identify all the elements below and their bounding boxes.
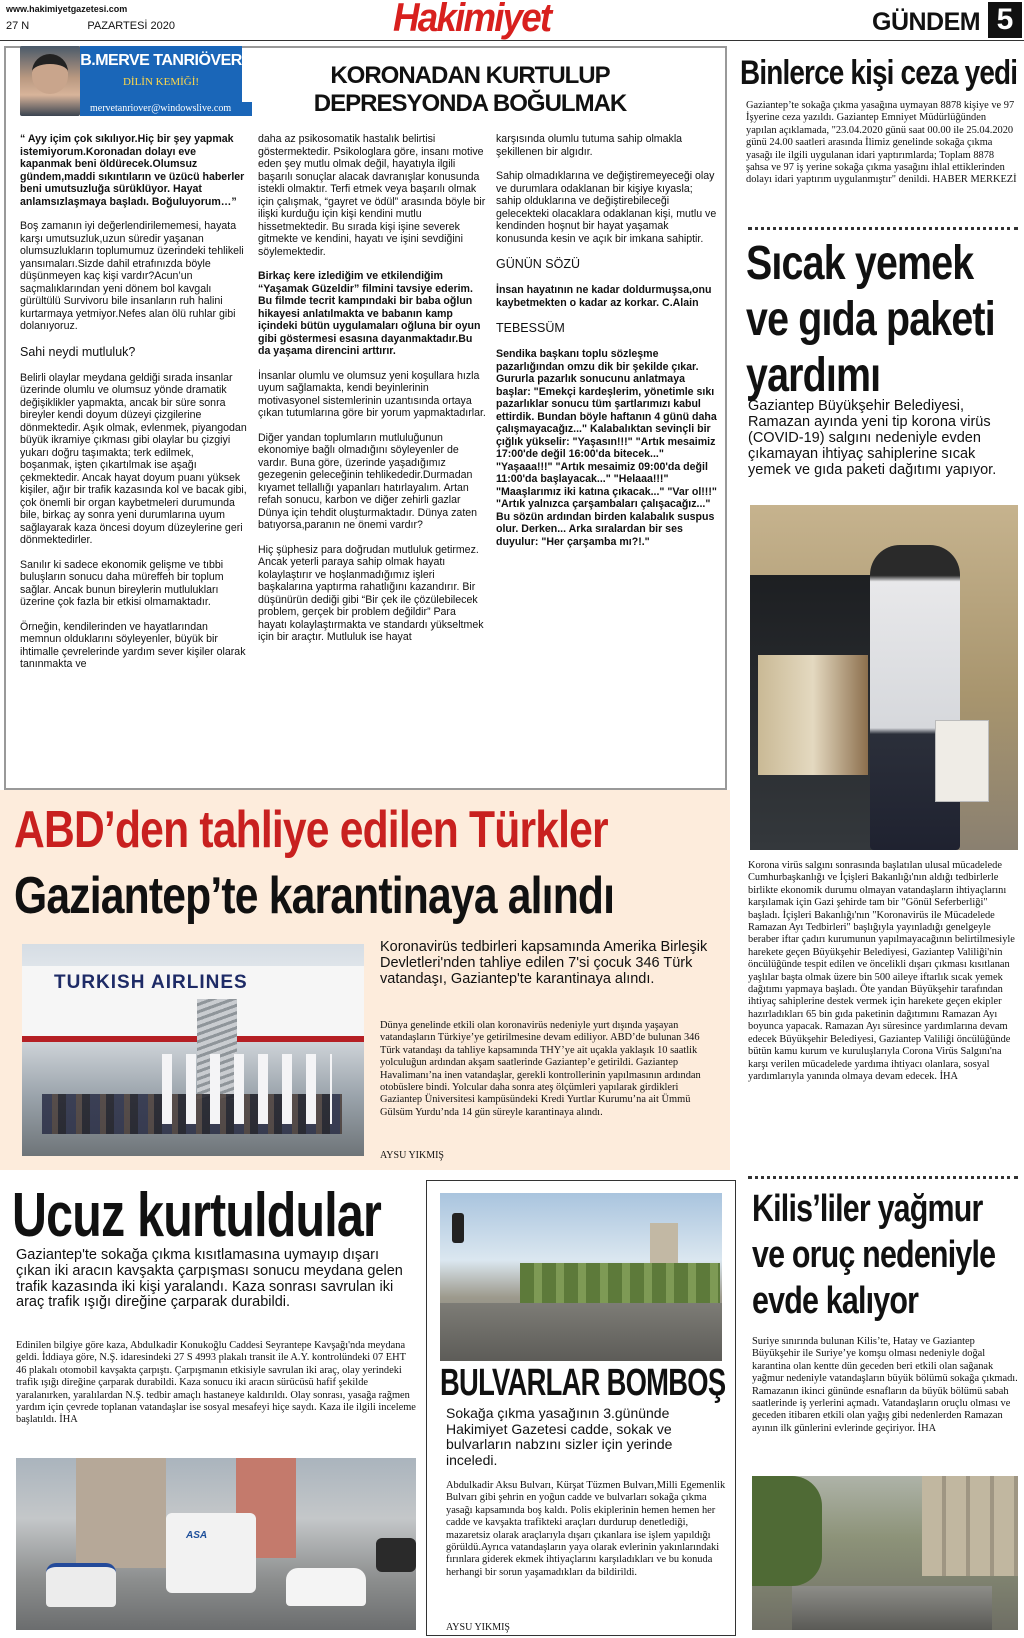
street-rain-photo [752,1476,1018,1630]
section-name: GÜNDEM [872,8,981,36]
ucuz-lead: Gaziantep'te sokağa çıkma kısıtlamasına uymayıp dışarı çıkan iki aracın kavşakta çarpışması sonucu meydana gelen trafik kazasında iki kişi yaralandı. Kaza sonrası savrulan iki araç trafik ışığı direğine çarparak durabildi. [16,1247,403,1311]
column-paragraph: daha az psikosomatik hastalık belirtisi göstermektedir. Psikologlara göre, insanı motive eden şey mutlu olmak değil, hayatıyla ilgili başarılı sonuçlar alacak davranışlar konusunda istekli olmaktır. Terfi etmek veya başarılı olmak için çalışmak, “gayret ve ödül” arasında böyle bir ilişki kurduğu için kişi kendini mutlu hissetmektedir. Bu sırada kişi işine severek gitmekte ve kendini, hayatı ve işini sevdiğini söylemektedir. [258,133,486,258]
buildings-right [922,1476,1018,1576]
food-body: Korona virüs salgını sonrasında başlatılan ulusal mücadelede Cumhurbaşkanlığı ve İçişleri Bakanlığı'nın aldığı tedbirlerle birlikte ekonomik durumu olmayan vatandaşların ihtiyaçlarını karşılamak için Gazi şehirde tam bir "Gönül Seferberliği" başladı. İçişleri Bakanlığı'nın "Koronavirüs ile Mücadelede Ramazan Ayı Tedbirleri" başlığıyla yayınladığı genelgeyle beraber iftar çadırı kurumunun yapılmayacağının belirtilmesiyle harekete geçen Büyükşehir Belediyesi, Gaziantep Valiliği'nin öncülüğünde tespit edilen ve öncelikli dışarı çıkması kısıtlanan yaşlılar başta olmak üzere bin 500 aileye iftarlık sıcak yemek dağıtımı yapmaya başladı. Öte yandan Büyükşehir tarafından ihtiyaç sahiplerine destek vermek için harekete geçen ekipler hazırladıkları 65 bin gıda paketinin dağıtımını Ramazan Ayı boyunca yapacak. Ramazan Ayı süresince yardımlarına devam edecek Büyükşehir Belediyesi, Gaziantep Valiliği öncülüğünde bütün kamu kurum ve kuruluşlarıyla Corona Virüs Salgını'na karşı verilen mücadelede yardıma ihtiyacı olanlara, sosyal yardımlarıyla yanında olmaya devam edecek. İHA [748,860,1015,1082]
column-text-1 [20,133,248,683]
ucuz-body: Edinilen bilgiye göre kaza, Abdulkadir Konukoğlu Caddesi Seyrantepe Kavşağı'nda meydana geldi. İddiaya göre, N.Ş. idaresindeki 27 S 4993 plakalı transit ile A.Y. kontrolündeki 07 EHT 46 plakalı otomobil kavşakta çarpıştı. Çarpışmanın etkisiyle savrulan iki araç, olay yerindeki trafik ışığı direğine çarparak durabildi. Kaza sonucu iki aracın sürücüsü hafif şekilde yaralanırken, yaralılardan N.Ş. tedbir amaçlı hastaneye kaldırıldı. Olay sonrası, yasağa rağmen yardım için çevrede toplanan vatandaşlar ise sosyal mesafeyi hiçe saydı. Kaza ile ilgili inceleme başlatıldı. İHA [16,1340,416,1426]
police-car [46,1563,116,1607]
columnist-email[interactable]: mervetanriover@windowslive.com [90,102,252,116]
issue-date-start: 27 N [6,20,30,32]
food-lead: Gaziantep Büyükşehir Belediyesi, Ramazan ayında yeni tip korona virüs (COVID-19) salgını nedeniyle evden çıkamayan ihtiyaç sahiplerine sıcak yemek ve gıda paketi dağıtımı yapıyor. [748,398,997,478]
food-title-line2: ve gıda paketi [746,293,995,346]
food-title-line3: yardımı [746,349,881,402]
column-paragraph: Boş zamanın iyi değerlendirilememesi, hayata karşı umutsuzluk,uzun süredir yaşanan olumsuzlukların toplumumuz üzerindeki tehlikeli yansımaları.Sizde dahil etrafınızda böyle düşünmeyen kaç kişi vardır?Acun’un saçmalıklarından yeni dönem bol kavgalı gürültülü Survivoru bile insanların ruh halini kurtarmaya yetmiyor.Nefes alan ölü ruhlar gibi dolanıyoruz. [20,220,244,332]
white-van [166,1513,256,1593]
masthead-bar [0,0,1024,40]
person-silhouette [32,54,68,94]
site-url[interactable]: www.hakimiyetgazetesi.com [6,4,128,14]
kilis-body: Suriye sınırında bulunan Kilis’te, Hatay ve Gaziantep Büyükşehir ile Suriye’ye komşu olması nedeniyle doğal karantina olan kentte dün geceden beri etkili olan sağanak yağmur nedeniyle vatandaşların büyük bölümü sokağa çıkmadı. Ramazanın ikinci gününde esnafların da büyük bölümü sabah saatlerinde iş yerlerini açmadı. Vatandaşların oruçlu olması ve geceden itibaren etkili olan yağış gibi nedenlerden Ramazan ayının ilk günlerini evlerinde geçiriyor. İHA [752,1336,1018,1434]
airline-name: TURKISH AIRLINES [54,972,248,993]
column-paragraph: TEBESSÜM [496,321,565,335]
column-text-2 [258,133,486,656]
person-figure [870,545,960,850]
food-title-line1: Sıcak yemek [746,237,974,290]
ucuz-title: Ucuz kurtuldular [12,1181,382,1250]
column-paragraph: Birkaç kere izlediğim ve etkilendiğim “Yaşamak Güzeldir” filmini tavsiye ederim. Bu filmde tecrit kampındaki bir baba oğlun hikayesi anlatılmakta ve babanın kamp içindeki bütün uygulamaları oğluna bir oyun gibi göstermesi esasına dayanmaktadır.Bu da yaşama direncini arttırır. [258,270,481,357]
dark-car [376,1538,416,1572]
traffic-light-icon [452,1213,464,1243]
column-headline [300,62,640,118]
column-paragraph: GÜNÜN SÖZÜ [496,257,581,271]
column-paragraph: Örneğin, kendilerinden ve hayatlarından memnun olduklarını söyleyenler, büyük bir ihtimalle çevrelerinde yardım sever kişiler olarak tanınmakta ve [20,620,246,670]
column-text-3 [496,133,718,560]
column-paragraph: İnsanlar olumlu ve olumsuz yeni koşullara hızla uyum sağlamakta, kendi beyinlerinin motivasyonel sistemlerinin uzantısında ortaya çıkan tutumlarına göre bir yorum yapmaktadırlar. [258,369,486,419]
bulvar-author: AYSU YIKMIŞ [446,1622,510,1633]
fines-body: Gaziantep’te sokağa çıkma yasağına uymayan 8878 kişiye ve 97 İşyerine ceza yazıldı. Gaziantep Emniyet Müdürlüğünden yapılan açıklamada, "23.04.2020 günü saat 00.00 ile 25.04.2020 günü 24.00 saatleri arasında İlimiz genelinde sokağa çıkma yasağı ile ilgili uygulanan idari yaptırımlarda; Toplam 8878 şahsa ve 97 iş yerine sokağa çıkma yasağını ihlal ettiklerinden dolayı idari yaptırım uygulanmıştır" denildi. HABER MERKEZİ [746,100,1017,186]
newspaper-logo[interactable]: Hakimiyet [393,0,551,40]
kilis-title-line3: evde kalıyor [752,1280,919,1322]
boulevard-photo [440,1193,722,1361]
page-number-text: 5 [996,3,1014,36]
issue-date [6,20,175,32]
column-paragraph: Sanılır ki sadece ekonomik gelişme ve tıbbi buluşların sonucu daha müreffeh bir toplum sağlar. Ancak bunun bireylerin mutlulukları üzerine çok fazla bir etkisi olmamaktadır. [20,558,224,608]
bulvar-body: Abdulkadir Aksu Bulvarı, Kürşat Tüzmen Bulvarı,Milli Egemenlik Bulvarı gibi şehrin en yoğun cadde ve bulvarları sokağa çıkma yasağı kapsamında boş kaldı. Polis ekiplerinin hemen hemen her cadde ve kavşakta trafikteki araçları durdurup denetlediği, mazaretsiz olarak araçlarıyla dışarı çıkanlara ise işlem yapıldığı görüldü.Ayrıca vatandaşların yaya olarak evlerinin yakınlarındaki fırınlara giderek ekmek ihtiyaçlarını karşıladıkları ve bu konuda herhangi bir sorun yaşamadıkları da bildirildi. [446,1480,726,1578]
food-title [746,236,995,404]
building-left [76,1458,166,1568]
fines-separator [748,227,1018,230]
kilis-title-line2: ve oruç nedeniyle [752,1234,996,1276]
column-paragraph: İnsan hayatının ne kadar doldurmuşsa,onu kaybetmekten o kadar az korkar. C.Alain [496,284,712,309]
abd-title-1: ABD’den tahliye edilen Türkler [14,801,608,859]
accident-photo [16,1458,416,1630]
tree-left [752,1476,822,1586]
abd-author: AYSU YIKMIŞ [380,1150,444,1161]
column-paragraph: Hiç şüphesiz para doğrudan mutluluk getirmez. Ancak yeterli paraya sahip olmak hayatı kolaylaştırır ve hoşlanmadığımız işleri başkalarına yaptırma rahatlığını kazandırır. Bir düşünürün dediği gibi “Bir çek ile çözülebilecek problem, gerçek bir problem değildir” Para hayatı kolaylaştırmakta ve standardı yükseltmek için bir araçtır. Mutluluk ise hayat [258,543,484,643]
van-logo-text: ASA [186,1530,208,1541]
parked-car [286,1568,366,1606]
column-paragraph: Sahi neydi mutluluk? [20,344,136,359]
car-trunk-boxes [758,655,868,775]
column-paragraph: Belirli olaylar meydana geldiği sırada insanlar üzerinde olumlu ve olumsuz yönde dramatik değişiklikler yapmakta, ancak bir süre sonra bireyler kendi doyum düzeyi çizgilerine dönmektedir. Aşık olmak, evlenmek, piyangodan büyük ikramiye çıkması gibi olaylar bu çizgiyi yukarı doğru taşımakta; terk edilmek, boşanmak, işten çıkartılmak ise aşağı çekmektedir. Ancak hayat doyum puanı yüksek kişiler, ağır bir trafik kazasında kol ve bacak gibi, çok önemli bir organ kaybetmeleri durumunda bile, birkaç ay sonra yeni durumlarına uyum sağlayarak kaza öncesi doyum düzeylerine geri dönmektedirler. [20,371,247,546]
header-rule [0,40,1024,41]
fines-title: Binlerce kişi ceza yedi [740,54,1018,92]
kilis-title [752,1186,995,1324]
abd-title-2: Gaziantep’te karantinaya alındı [14,867,615,925]
column-paragraph: “ Ayy içim çok sıkılıyor.Hiç bir şey yapmak istemiyorum.Koronadan dolayı eve kapanmak beni öldürecek.Olumsuz gündem,maddi sıkıntıların ve üzücü haberler beni umutsuzluğa sürüklüyor. Hayat anlamsızlaşmaya başladı. Boğuluyorum…” [20,133,245,208]
column-paragraph: Sendika başkanı toplu sözleşme pazarlığından omzu dik bir şekilde çıkar. Gururla pazarlık sonucunu anlatmaya başlar: "Emekçi kardeşlerim, yönetimle sıkı pazarlıklar sonucu tüm şartlarımızı kabul ettirdik. Bundan böyle haftanın 4 günü daha çalışmayacağız..." Kalabalıktan sevinçli bir çığlık yükselir: "Yaşasın!!!" "Artık mesaimiz 17:00'de değil 16:00'da bitecek..." "Yaşaaa!!!" "Artık mesaimiz 09:00'da değil 11:00'da başlayacak..." "Helaaa!!!" "Maaşlarımız iki katına çıkacak..." "Var ol!!!" "Artık yalnızca çarşambaları çalışacağız..." Bu sözün ardından birden kalabalık suspus olur. Derken... Arka sıralardan bir ses duyulur: "Her çarşamba mı?!." [496,348,717,548]
food-bag [935,720,989,802]
bulvar-title: BULVARLAR BOMBOŞ [440,1362,726,1404]
issue-day: PAZARTESİ 2020 [87,20,176,32]
column-paragraph: Sahip olmadıklarına ve değiştiremeyeceği olay ve durumlara odaklanan bir kişiye kıyasla; sahip olduklarına ve değiştirebileceği gelecekteki olacaklara odaklanan kişi, mutlu ve kendinden hoşnut bir hayat yaşamak konusunda kesin ve açık bir imkana sahiptir. [496,170,717,245]
abd-body: Dünya genelinde etkili olan koronavirüs nedeniyle yurt dışında yaşayan vatandaşların Türkiye’ye getirilmesine devam ediliyor. ABD’de bulunan 346 Türk vatandaşı da tahliye kapsamında THY’ye ait uçakla yaklaşık 10 saatlik yolculuğun ardından akşam saatlerinde Gaziantep’e getirildi. Gaziantep Havalimanı’na inen vatandaşlar, gerekli kontrollerinin yapılmasının ardından otobüslere bindi. Yolcular daha sonra ateş ölçümleri yapılarak girdikleri Gaziantep Üniversitesi kampüsündeki Kredi Yurtlar Kurumu’na ait Ümmü Gülsüm Yurdu’nda 14 gün süreyle karantinaya alındı. [380,1020,701,1118]
columnist-photo [20,46,80,116]
column-paragraph: Diğer yandan toplumların mutluluğunun ekonomiye bağlı olmadığını söyleyenler de vardır. Buna göre, üzerinde yaşadığımız gezegenin geleceğinin tehlikededir.Durmadan kıyamet tellallığı yapanları hatırlayalım. Artan refah sonucu, karbon ve diğer zehirli gazlar Dünya için tehdit oluşturmaktadır. Dünya zaten batıyorsa,paranın ne önemi vardır? [258,431,478,531]
road-surface [440,1303,722,1361]
columnist-name: B.MERVE TANRIÖVER [80,52,242,69]
column-headline-line1: KORONADAN KURTULUP [330,62,610,89]
column-paragraph: karşısında olumlu tutuma sahip olmakla şekillenen bir algıdır. [496,133,683,158]
kilis-title-line1: Kilis’liler yağmur [752,1188,983,1230]
workers-in-suits [162,1054,332,1124]
abd-lead: Koronavirüs tedbirleri kapsamında Amerika Birleşik Devletleri'nden tahliye edilen 7'si çocuk 346 Türk vatandaşı, Gaziantep'te karantinaya alındı. [380,939,708,987]
airplane-photo [22,944,364,1156]
wet-street [792,1586,992,1630]
column-headline-line2: DEPRESYONDA BOĞULMAK [313,90,627,117]
food-separator [748,1176,1018,1179]
column-title: DİLİN KEMİĞİ! [122,76,200,88]
bulvar-lead: Sokağa çıkma yasağının 3.gününde Hakimiyet Gazetesi cadde, sokak ve bulvarların nabzını sizler için yerinde inceledi. [446,1405,673,1468]
roadside-trees [520,1263,720,1303]
page-number [988,2,1022,38]
food-photo [750,505,1018,850]
